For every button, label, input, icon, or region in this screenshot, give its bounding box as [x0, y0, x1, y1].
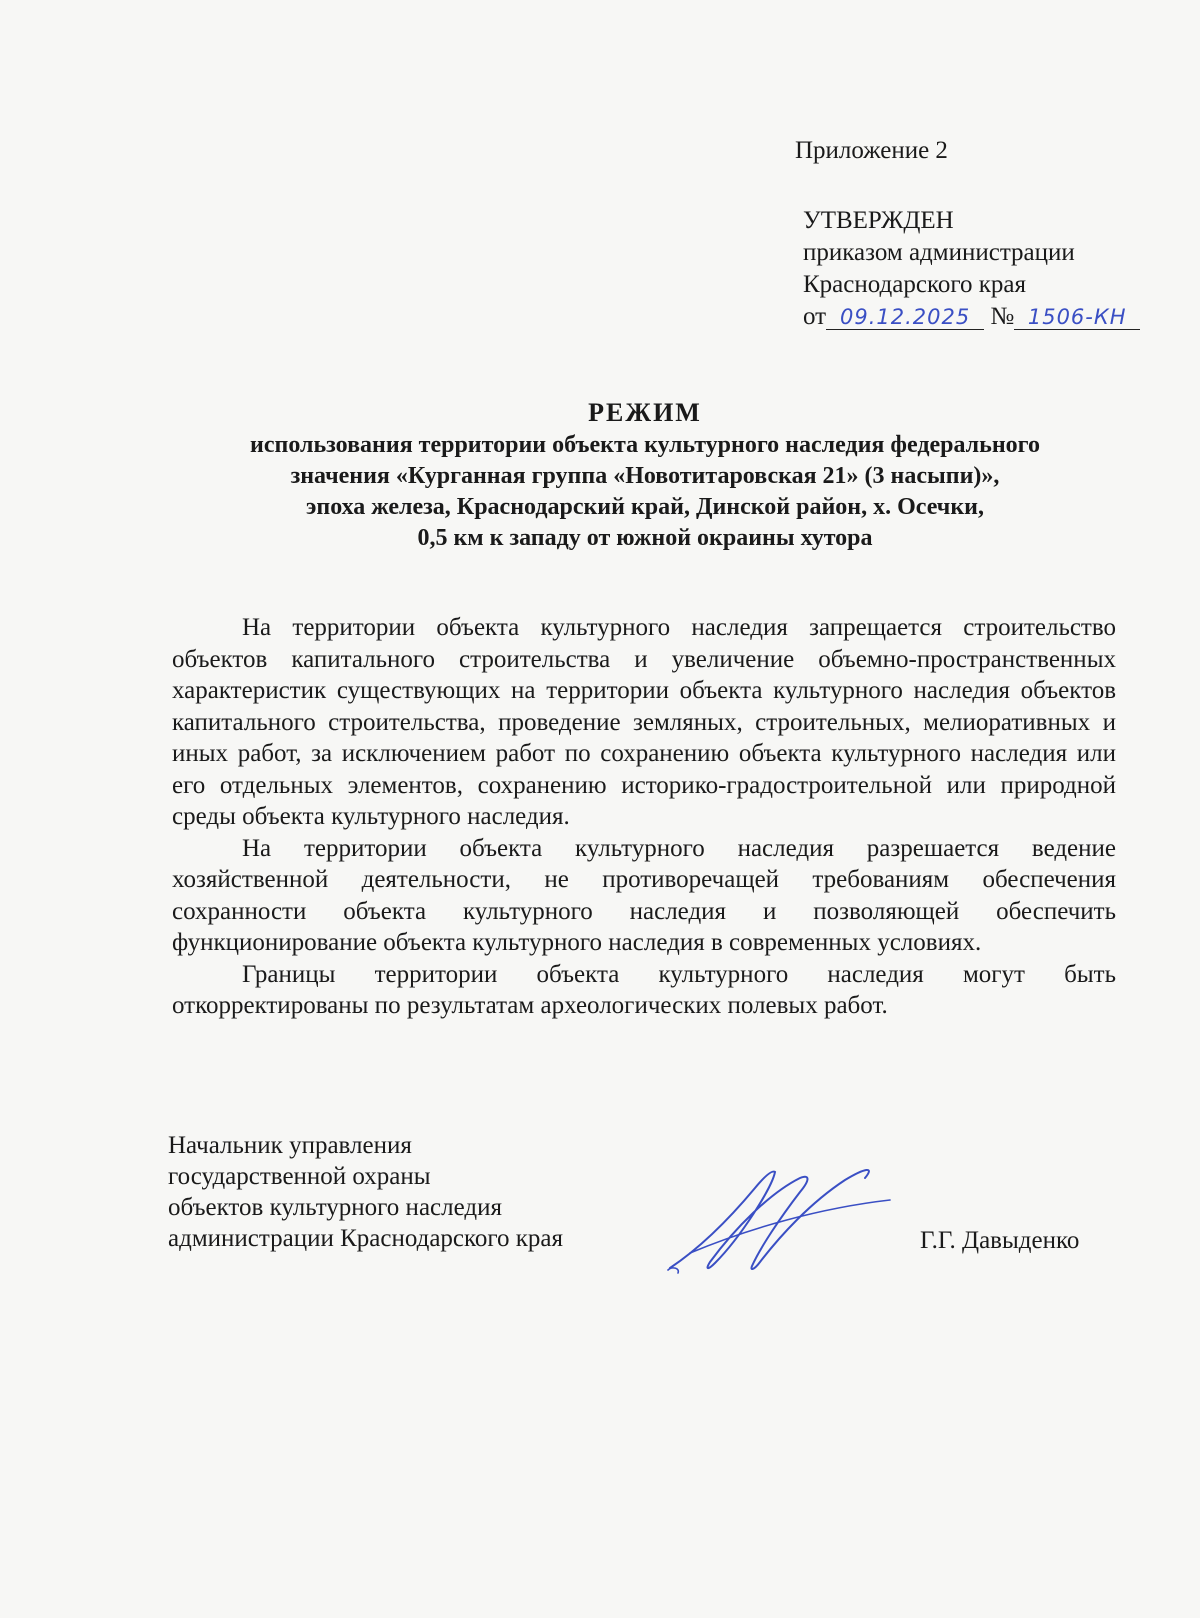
title-main: РЕЖИМ [588, 398, 702, 427]
document-body [172, 612, 1116, 1022]
signatory-position [168, 1130, 563, 1254]
title-sub-line: эпоха железа, Краснодарский край, Динской район, х. Осечки, [306, 494, 984, 520]
position-line: государственной охраны [168, 1163, 431, 1190]
position-line: Начальник управления [168, 1132, 412, 1159]
paragraph-boundaries: Границы территории объекта культурного наследия могут быть откорректированы по результатам археологических полевых работ. [172, 960, 1116, 1019]
approval-line-2: Краснодарского края [803, 271, 1026, 298]
number-label: № [990, 303, 1015, 330]
appendix-label: Приложение 2 [795, 137, 948, 164]
title-sub-line: значения «Курганная группа «Новотитаровская 21» (3 насыпи)», [290, 463, 1000, 489]
handwritten-signature [660, 1158, 905, 1288]
paragraph-prohibitions: На территории объекта культурного наследия запрещается строительство объектов капитального строительства и увеличение объемно-пространственных характеристик существующих на территории объекта культурного наследия объектов капитального строительства, проведение земляных, строительных, мелиоративных и иных работ, за исключением работ по сохранению объекта культурного наследия или его отдельных элементов, сохранению историко-градостроительной или природной среды объекта культурного наследия. [172, 614, 1116, 830]
handwritten-date: 09.12.2025 [826, 305, 984, 330]
approval-date-number-line [803, 301, 1140, 333]
position-line: администрации Краснодарского края [168, 1225, 564, 1252]
document-title [150, 396, 1140, 554]
title-sub-line: использования территории объекта культурного наследия федерального [250, 432, 1040, 458]
position-line: объектов культурного наследия [168, 1194, 502, 1221]
paragraph-permissions: На территории объекта культурного наследия разрешается ведение хозяйственной деятельности, не противоречащей требованиям обеспечения сохранности объекта культурного наследия и позволяющей обеспечить функционирование объекта культурного наследия в современных условиях. [172, 834, 1116, 956]
approval-stamp: УТВЕРЖДЕН [803, 207, 954, 234]
signer-name: Г.Г. Давыденко [920, 1227, 1080, 1254]
handwritten-number: 1506-КН [1014, 305, 1140, 330]
approval-line-1: приказом администрации [803, 239, 1075, 266]
from-label: от [803, 303, 827, 330]
approval-block [803, 205, 1140, 333]
title-sub-line: 0,5 км к западу от южной окраины хутора [417, 525, 873, 551]
